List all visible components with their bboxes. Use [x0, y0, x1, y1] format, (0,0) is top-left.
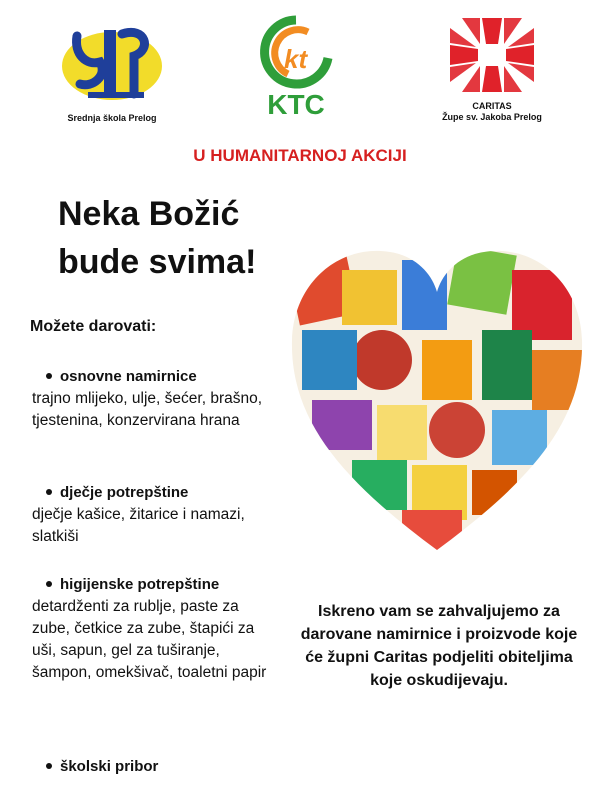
ktc-logo [232, 14, 360, 118]
caritas-caption-2: Župe sv. Jakoba Prelog [442, 112, 542, 122]
bullet-icon [46, 373, 52, 379]
category-title: dječje potrepštine [60, 484, 189, 501]
category-basic-food [32, 366, 272, 432]
grocery-heart-image [282, 230, 592, 560]
category-hygiene [32, 574, 272, 684]
headline-line-1: Neka Božić [58, 195, 240, 233]
headline-line-2: bude svima! [58, 243, 257, 281]
ktc-mark: kt [284, 44, 308, 74]
category-desc: dječje kašice, žitarice i namazi, slatkiši [32, 506, 245, 545]
donate-heading: Možete darovati: [30, 318, 157, 335]
category-children [32, 482, 272, 548]
ktc-wordmark: KTC [267, 89, 325, 118]
bullet-icon [46, 489, 52, 495]
school-logo-icon [42, 16, 182, 108]
category-title: osnovne namirnice [60, 368, 197, 385]
headline [58, 190, 298, 286]
category-desc: trajno mlijeko, ulje, šećer, brašno, tjestenina, konzervirana hrana [32, 390, 263, 429]
caritas-cross-icon [422, 14, 562, 96]
ktc-logo-icon [232, 14, 360, 118]
school-logo [42, 16, 182, 128]
category-title: higijenske potrepštine [60, 576, 220, 593]
caritas-caption-1: CARITAS [472, 101, 512, 111]
caritas-logo [422, 14, 562, 126]
category-school [32, 756, 272, 778]
thank-you-message: Iskreno vam se zahvaljujemo za darovane namirnice i proizvode koje će župni Caritas podjeliti obiteljima koje oskudijevaju. [300, 603, 578, 689]
school-logo-caption: Srednja škola Prelog [67, 113, 157, 123]
category-desc: detardženti za rublje, paste za zube, četkice za zube, štapići za uši, sapun, gel za tuširanje, šampon, omekšivač, toaletni papir [32, 598, 267, 681]
bullet-icon [46, 581, 52, 587]
bullet-icon [46, 763, 52, 769]
campaign-title: U HUMANITARNOJ AKCIJI [193, 146, 407, 165]
category-title: školski pribor [60, 758, 159, 775]
